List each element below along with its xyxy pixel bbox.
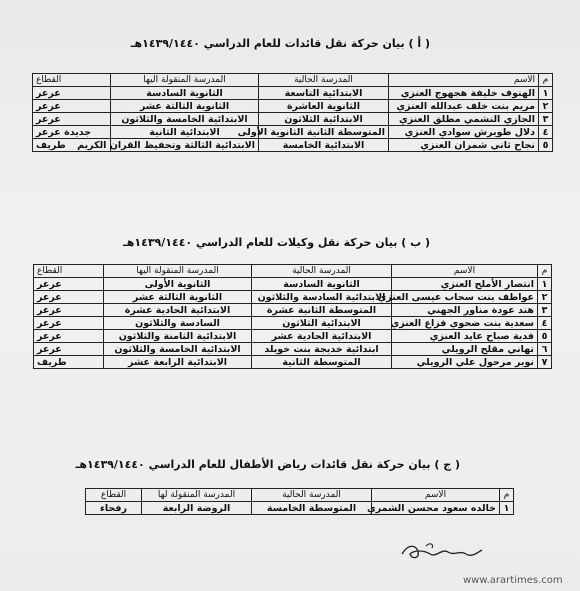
- row-new-school: السادسة والثلاثون: [104, 317, 252, 330]
- row-index: ٥: [538, 330, 552, 343]
- row-name: سعدية بنت ضحوي فزاع العنزي: [392, 317, 538, 330]
- col-header-index: م: [538, 265, 552, 278]
- section-c-title: ( ج ) بيان حركة نقل قائدات رياض الأطفال للعام الدراسي ١٤٣٩/١٤٤٠هـ: [75, 458, 460, 471]
- row-new-school: الابتدائية الخامسة والثلاثون: [104, 343, 252, 356]
- row-index: ١: [538, 278, 552, 291]
- row-index: ١: [500, 502, 514, 515]
- site-watermark: www.arartimes.com: [463, 575, 563, 586]
- table-row: [33, 139, 553, 152]
- col-header-index: م: [500, 489, 514, 502]
- row-new-school: الروضة الرابعة: [142, 502, 252, 515]
- row-index: ١: [539, 87, 553, 100]
- row-sector: طريف: [33, 139, 111, 152]
- handwritten-signature: [398, 536, 484, 566]
- row-sector: عرعر: [34, 330, 104, 343]
- row-sector: جديدة عرعر: [33, 126, 111, 139]
- row-new-school: الابتدائية الحادية عشرة: [104, 304, 252, 317]
- row-index: ٣: [538, 304, 552, 317]
- row-current-school: الابتدائية الخامسة: [259, 139, 389, 152]
- row-index: ٢: [539, 100, 553, 113]
- row-current-school: الثانوية السادسة: [252, 278, 392, 291]
- table-row: [34, 317, 552, 330]
- table-row: [33, 113, 553, 126]
- col-header-current-school: المدرسة الحالية: [252, 489, 372, 502]
- row-new-school: الثانوية السادسة: [111, 87, 259, 100]
- row-new-school: الثانوية الثالثة عشر: [111, 100, 259, 113]
- row-current-school: ابتدائية خديجة بنت خويلد: [252, 343, 392, 356]
- table-row: [33, 100, 553, 113]
- row-current-school: المتوسطة الثانية عشرة: [252, 304, 392, 317]
- row-new-school: الثانوية الأولى: [104, 278, 252, 291]
- col-header-new-school: المدرسة المنقولة لها: [142, 489, 252, 502]
- row-new-school: الابتدائية الخامسة والثلاثون: [111, 113, 259, 126]
- row-sector: عرعر: [34, 343, 104, 356]
- row-name: نوير مرحول علي الرويلي: [392, 356, 538, 369]
- row-current-school: المتوسطة الخامسة: [252, 502, 372, 515]
- section-b-table: [33, 264, 552, 369]
- col-header-sector: القطاع: [34, 265, 104, 278]
- row-current-school: الابتدائية التاسعة: [259, 87, 389, 100]
- row-name: تهاني مقلح الرويلي: [392, 343, 538, 356]
- table-row: [34, 330, 552, 343]
- row-index: ٤: [539, 126, 553, 139]
- table-row: [34, 356, 552, 369]
- section-a-table: [32, 73, 553, 152]
- row-new-school: الابتدائية الرابعة عشر: [104, 356, 252, 369]
- row-sector: عرعر: [34, 317, 104, 330]
- table-row: [34, 343, 552, 356]
- row-new-school: الابتدائية الثالثة وتحفيظ القران الكريم: [111, 139, 259, 152]
- table-header-row: [33, 74, 553, 87]
- row-name: نجاح ثاني شمران العنزي: [389, 139, 539, 152]
- row-name: انتصار الأملح العنزي: [392, 278, 538, 291]
- col-header-current-school: المدرسة الحالية: [259, 74, 389, 87]
- row-sector: عرعر: [34, 291, 104, 304]
- row-index: ٧: [538, 356, 552, 369]
- row-sector: عرعر: [34, 278, 104, 291]
- row-new-school: الابتدائية الثانية: [111, 126, 259, 139]
- table-header-row: [34, 265, 552, 278]
- row-current-school: الابتدائية الثلاثون: [252, 317, 392, 330]
- section-b-title: ( ب ) بيان حركة نقل وكيلات للعام الدراسي ١٤٣٩/١٤٤٠هـ: [123, 236, 430, 249]
- row-index: ٤: [538, 317, 552, 330]
- table-row: [34, 304, 552, 317]
- section-c-table: [85, 488, 514, 515]
- row-sector: رفحاء: [86, 502, 142, 515]
- row-name: فدية صباح عايد العنزي: [392, 330, 538, 343]
- row-name: مريم بنت خلف عبدالله العنزي: [389, 100, 539, 113]
- row-sector: عرعر: [34, 304, 104, 317]
- row-sector: طريف: [34, 356, 104, 369]
- table-row: [86, 502, 514, 515]
- row-name: دلال طويرش سوادي العنزي: [389, 126, 539, 139]
- col-header-name: الاسم: [389, 74, 539, 87]
- row-name: هند عودة مناور الجهني: [392, 304, 538, 317]
- section-a-title: ( أ ) بيان حركة نقل قائدات للعام الدراسي ١٤٣٩/١٤٤٠هـ: [130, 37, 430, 50]
- table-header-row: [86, 489, 514, 502]
- row-name: الهنوف خليفة هجهوج العنزي: [389, 87, 539, 100]
- row-index: ٥: [539, 139, 553, 152]
- row-name: عواطف بنت سحاب عيسى العنزي: [392, 291, 538, 304]
- col-header-name: الاسم: [372, 489, 500, 502]
- col-header-current-school: المدرسة الحالية: [252, 265, 392, 278]
- table-row: [33, 87, 553, 100]
- row-current-school: الابتدائية الثلاثون: [259, 113, 389, 126]
- table-row: [33, 126, 553, 139]
- row-sector: عرعر: [33, 113, 111, 126]
- row-new-school: الابتدائية الثامنة والثلاثون: [104, 330, 252, 343]
- row-sector: عرعر: [33, 87, 111, 100]
- row-current-school: الابتدائية السادسة والثلاثون: [252, 291, 392, 304]
- col-header-sector: القطاع: [33, 74, 111, 87]
- row-current-school: المتوسطة الثانية الثانوية الأولى: [259, 126, 389, 139]
- col-header-new-school: المدرسة المنقولة اليها: [104, 265, 252, 278]
- table-row: [34, 278, 552, 291]
- row-current-school: الثانوية العاشرة: [259, 100, 389, 113]
- row-current-school: الابتدائية الحادية عشر: [252, 330, 392, 343]
- row-current-school: المتوسطة الثانية: [252, 356, 392, 369]
- row-index: ٣: [539, 113, 553, 126]
- col-header-index: م: [539, 74, 553, 87]
- row-name: الجازي النشمي مطلق العنزي: [389, 113, 539, 126]
- table-row: [34, 291, 552, 304]
- col-header-new-school: المدرسة المنقولة اليها: [111, 74, 259, 87]
- row-index: ٢: [538, 291, 552, 304]
- row-index: ٦: [538, 343, 552, 356]
- row-name: خالده سعود محسن الشمري: [372, 502, 500, 515]
- row-new-school: الثانوية الثالثة عشر: [104, 291, 252, 304]
- col-header-name: الاسم: [392, 265, 538, 278]
- col-header-sector: القطاع: [86, 489, 142, 502]
- row-sector: عرعر: [33, 100, 111, 113]
